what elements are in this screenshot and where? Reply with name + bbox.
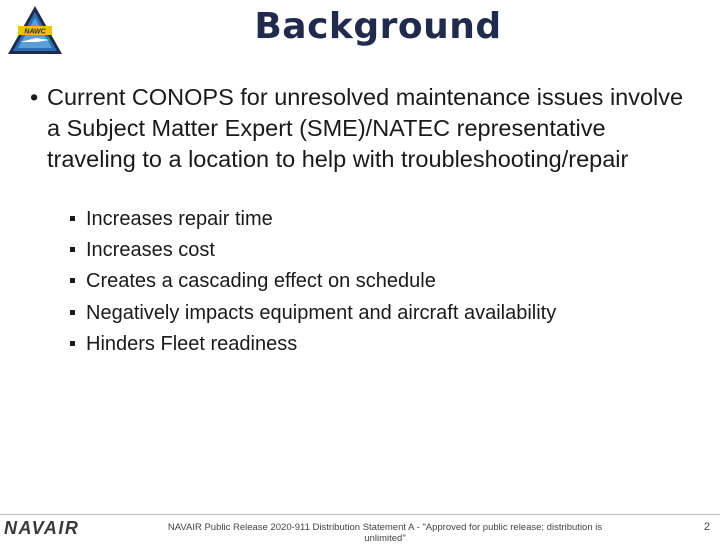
- logo-text: NAWC: [24, 28, 46, 36]
- sub-bullet-item: [70, 235, 690, 266]
- bullet-dot-icon: •: [30, 84, 39, 110]
- sub-bullet-text: Increases cost: [86, 239, 215, 262]
- slide-title-text: Background: [254, 6, 502, 47]
- main-bullet: [30, 82, 700, 175]
- footer-divider: [0, 514, 720, 515]
- square-bullet-icon: [70, 278, 75, 283]
- sub-bullet-item: [70, 329, 690, 360]
- sub-bullet-text: Negatively impacts equipment and aircraft availability: [86, 301, 557, 324]
- release-statement: NAVAIR Public Release 2020-911 Distribution Statement A - "Approved for public release; distribution is unlimited": [167, 522, 603, 544]
- sub-bullet-text: Creates a cascading effect on schedule: [86, 270, 436, 293]
- sub-bullet-list: [70, 204, 690, 360]
- sub-bullet-item: [70, 204, 690, 235]
- square-bullet-icon: [70, 341, 75, 346]
- sub-bullet-text: Increases repair time: [86, 208, 273, 230]
- slide-title: [0, 6, 720, 47]
- sub-bullet-text: Hinders Fleet readiness: [86, 332, 298, 355]
- page-number: 2: [703, 521, 710, 533]
- square-bullet-icon: [70, 310, 75, 315]
- navair-brand: NAVAIR: [4, 518, 80, 538]
- square-bullet-icon: [70, 216, 75, 221]
- square-bullet-icon: [70, 247, 75, 252]
- main-bullet-text: Current CONOPS for unresolved maintenance issues involve a Subject Matter Expert (SME)/NATEC representative traveling to a location to help with troubleshooting/repair: [47, 84, 684, 172]
- sub-bullet-item: [70, 266, 690, 297]
- sub-bullet-item: [70, 298, 690, 329]
